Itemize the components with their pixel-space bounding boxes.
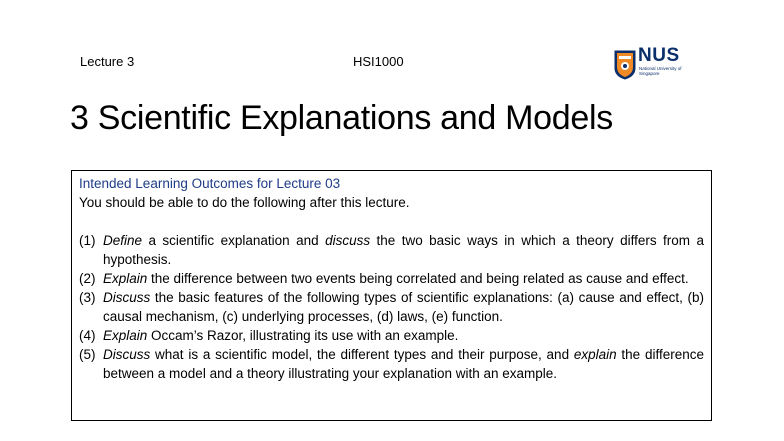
- item-number: (5): [79, 347, 96, 362]
- item-text: the difference between two events being correlated and being related as cause and effect.: [147, 271, 689, 286]
- learning-outcomes-box: [71, 170, 712, 421]
- item-text: the two basic ways in which a theory differs from a hypothesis.: [103, 233, 704, 267]
- list-item: [79, 326, 704, 345]
- item-text: the basic features of the following types of scientific explanations: (a) cause and effect, (b) causal mechanism, (c) underlying processes, (d) laws, (e) function.: [103, 290, 704, 324]
- list-item: [79, 288, 704, 326]
- list-item: [79, 269, 704, 288]
- item-number: (2): [79, 271, 96, 286]
- ilo-heading: Intended Learning Outcomes for Lecture 03: [79, 176, 341, 191]
- header-lecture: Lecture 3: [80, 54, 135, 69]
- item-text: a scientific explanation and: [142, 233, 326, 248]
- list-item: [79, 231, 704, 269]
- item-text: the difference between a model and a theory illustrating your explanation with an example.: [103, 347, 705, 381]
- item-verb: Discuss: [103, 347, 151, 362]
- item-verb: Explain: [103, 271, 148, 286]
- header-course: HSI1000: [353, 54, 404, 69]
- item-verb: explain: [573, 347, 617, 362]
- item-text: Occam’s Razor, illustrating its use with an example.: [147, 328, 459, 343]
- logo-wordmark: NUS: [638, 45, 680, 66]
- ilo-intro: You should be able to do the following after this lecture.: [79, 195, 410, 210]
- page-title: 3 Scientific Explanations and Models: [70, 99, 613, 137]
- logo-subtitle: National University of Singapore: [639, 66, 682, 76]
- outcomes-list: [79, 231, 704, 383]
- item-number: (3): [79, 290, 96, 305]
- item-verb: Discuss: [103, 290, 151, 305]
- item-number: (4): [79, 328, 96, 343]
- item-verb: discuss: [325, 233, 371, 248]
- nus-logo: [614, 45, 694, 82]
- item-text: what is a scientific model, the different types and their purpose, and: [150, 347, 574, 362]
- item-verb: Explain: [103, 328, 148, 343]
- nus-crest-icon: [614, 50, 636, 80]
- item-verb: Define: [103, 233, 143, 248]
- item-number: (1): [79, 233, 96, 248]
- list-item: [79, 345, 704, 383]
